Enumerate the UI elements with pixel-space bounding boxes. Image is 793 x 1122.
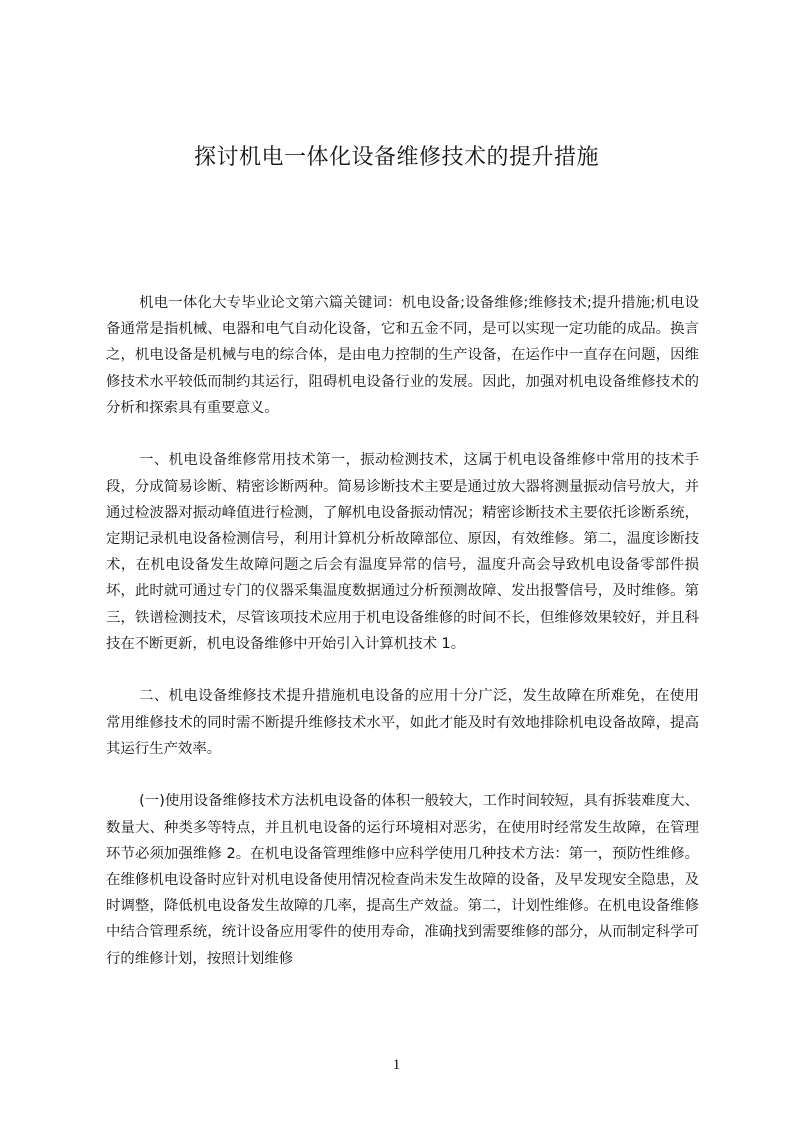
paragraph-maintenance-methods: (一)使用设备维修技术方法机电设备的体积一般较大，工作时间较短，具有拆装难度大、数量大、种类多等特点，并且机电设备的运行环境相对恶劣，在使用时经常发生故障，在管理环节必须加强维修 2。在机电设备管理维修中应科学使用几种技术方法：第一，预防性维修。在维修机电设备时应针对机电设备使用情况检查尚未发生故障的设备，及早发现安全隐患，及时调整，降低机电设备发生故障的几率，提高生产效益。第二，计划性维修。在机电设备维修中结合管理系统，统计设备应用零件的使用寿命，准确找到需要维修的部分，从而制定科学可行的维修计划，按照计划维修 xyxy=(106,793,699,967)
page-number: 1 xyxy=(392,1057,401,1073)
paragraph-common-techniques: 一、机电设备维修常用技术第一，振动检测技术，这属于机电设备维修中常用的技术手段，分成简易诊断、精密诊断两种。简易诊断技术主要是通过放大器将测量振动信号放大，并通过检波器对振动峰值进行检测，了解机电设备振动情况；精密诊断技术主要依托诊断系统，定期记录机电设备检测信号，利用计算机分析故障部位、原因，有效维修。第二，温度诊断技术，在机电设备发生故障问题之后会有温度异常的信号，温度升高会导致机电设备零部件损坏，此时就可通过专门的仪器采集温度数据通过分析预测故障、发出报警信号，及时维修。第三，铁谱检测技术，尽管该项技术应用于机电设备维修的时间不长，但维修效果较好，并且科技在不断更新，机电设备维修中开始引入计算机技术 1。 xyxy=(106,452,699,652)
document-title: 探讨机电一体化设备维修技术的提升措施 xyxy=(193,145,599,170)
document-body xyxy=(106,290,699,972)
paragraph-keywords-intro: 机电一体化大专毕业论文第六篇关键词：机电设备;设备维修;维修技术;提升措施;机电设备通常是指机械、电器和电气自动化设备，它和五金不同，是可以实现一定功能的成品。换言之，机电设备是机械与电的综合体，是由电力控制的生产设备，在运作中一直存在问题，因维修技术水平较低而制约其运行，阻碍机电设备行业的发展。因此，加强对机电设备维修技术的分析和探索具有重要意义。 xyxy=(106,295,699,416)
paragraph-improvement-measures: 二、机电设备维修技术提升措施机电设备的应用十分广泛，发生故障在所难免，在使用常用维修技术的同时需不断提升维修技术水平，如此才能及时有效地排除机电设备故障，提高其运行生产效率。 xyxy=(106,688,699,757)
